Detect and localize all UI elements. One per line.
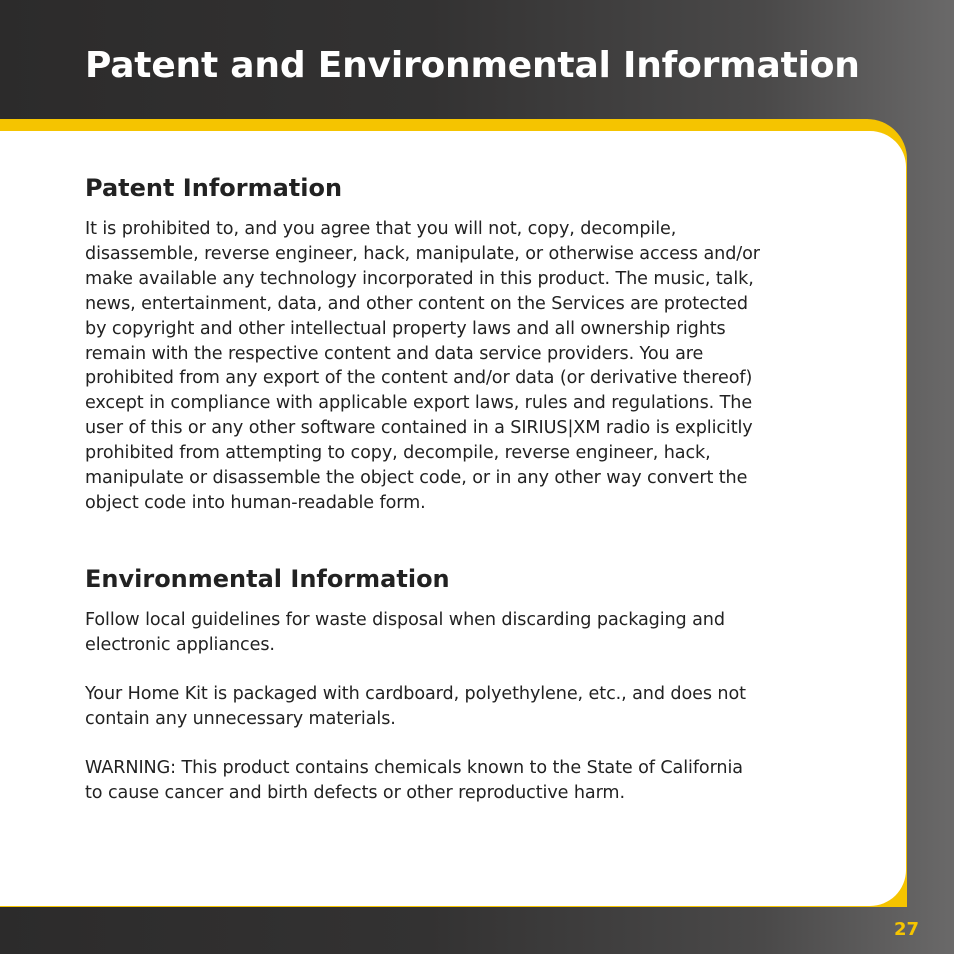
text-line: manipulate or disassemble the object code, or in any other way convert the xyxy=(85,468,748,489)
text-line: remain with the respective content and data service providers. You are xyxy=(85,343,704,364)
environmental-heading: Environmental Information xyxy=(85,565,450,593)
text-line: disassemble, reverse engineer, hack, manipulate, or otherwise access and/or xyxy=(85,243,760,264)
text-line: electronic appliances. xyxy=(85,634,275,655)
text-line: except in compliance with applicable export laws, rules and regulations. The xyxy=(85,393,753,414)
text-line: Your Home Kit is packaged with cardboard, polyethylene, etc., and does not xyxy=(85,684,746,704)
patent-paragraph xyxy=(85,217,885,516)
text-line: to cause cancer and birth defects or other reproductive harm. xyxy=(85,782,625,803)
text-line: It is prohibited to, and you agree that you will not, copy, decompile, xyxy=(85,219,677,239)
text-line: object code into human-readable form. xyxy=(85,492,426,513)
page-number: 27 xyxy=(893,919,919,940)
environmental-paragraph-packaging xyxy=(85,682,885,732)
text-line: Follow local guidelines for waste disposal when discarding packaging and xyxy=(85,610,725,630)
text-line: news, entertainment, data, and other content on the Services are protected xyxy=(85,293,748,314)
text-line: make available any technology incorporated in this product. The music, talk, xyxy=(85,268,754,289)
page-title: Patent and Environmental Information xyxy=(85,45,860,86)
environmental-paragraph-disposal xyxy=(85,608,885,658)
text-line: prohibited from attempting to copy, decompile, reverse engineer, hack, xyxy=(85,443,711,464)
patent-heading: Patent Information xyxy=(85,174,343,202)
text-line: contain any unnecessary materials. xyxy=(85,708,396,729)
text-line: by copyright and other intellectual property laws and all ownership rights xyxy=(85,318,726,339)
environmental-paragraph-warning xyxy=(85,756,885,806)
text-line: prohibited from any export of the content and/or data (or derivative thereof) xyxy=(85,368,753,389)
text-line: user of this or any other software contained in a SIRIUS|XM radio is explicitly xyxy=(85,418,753,439)
text-line: WARNING: This product contains chemicals known to the State of California xyxy=(85,758,743,778)
